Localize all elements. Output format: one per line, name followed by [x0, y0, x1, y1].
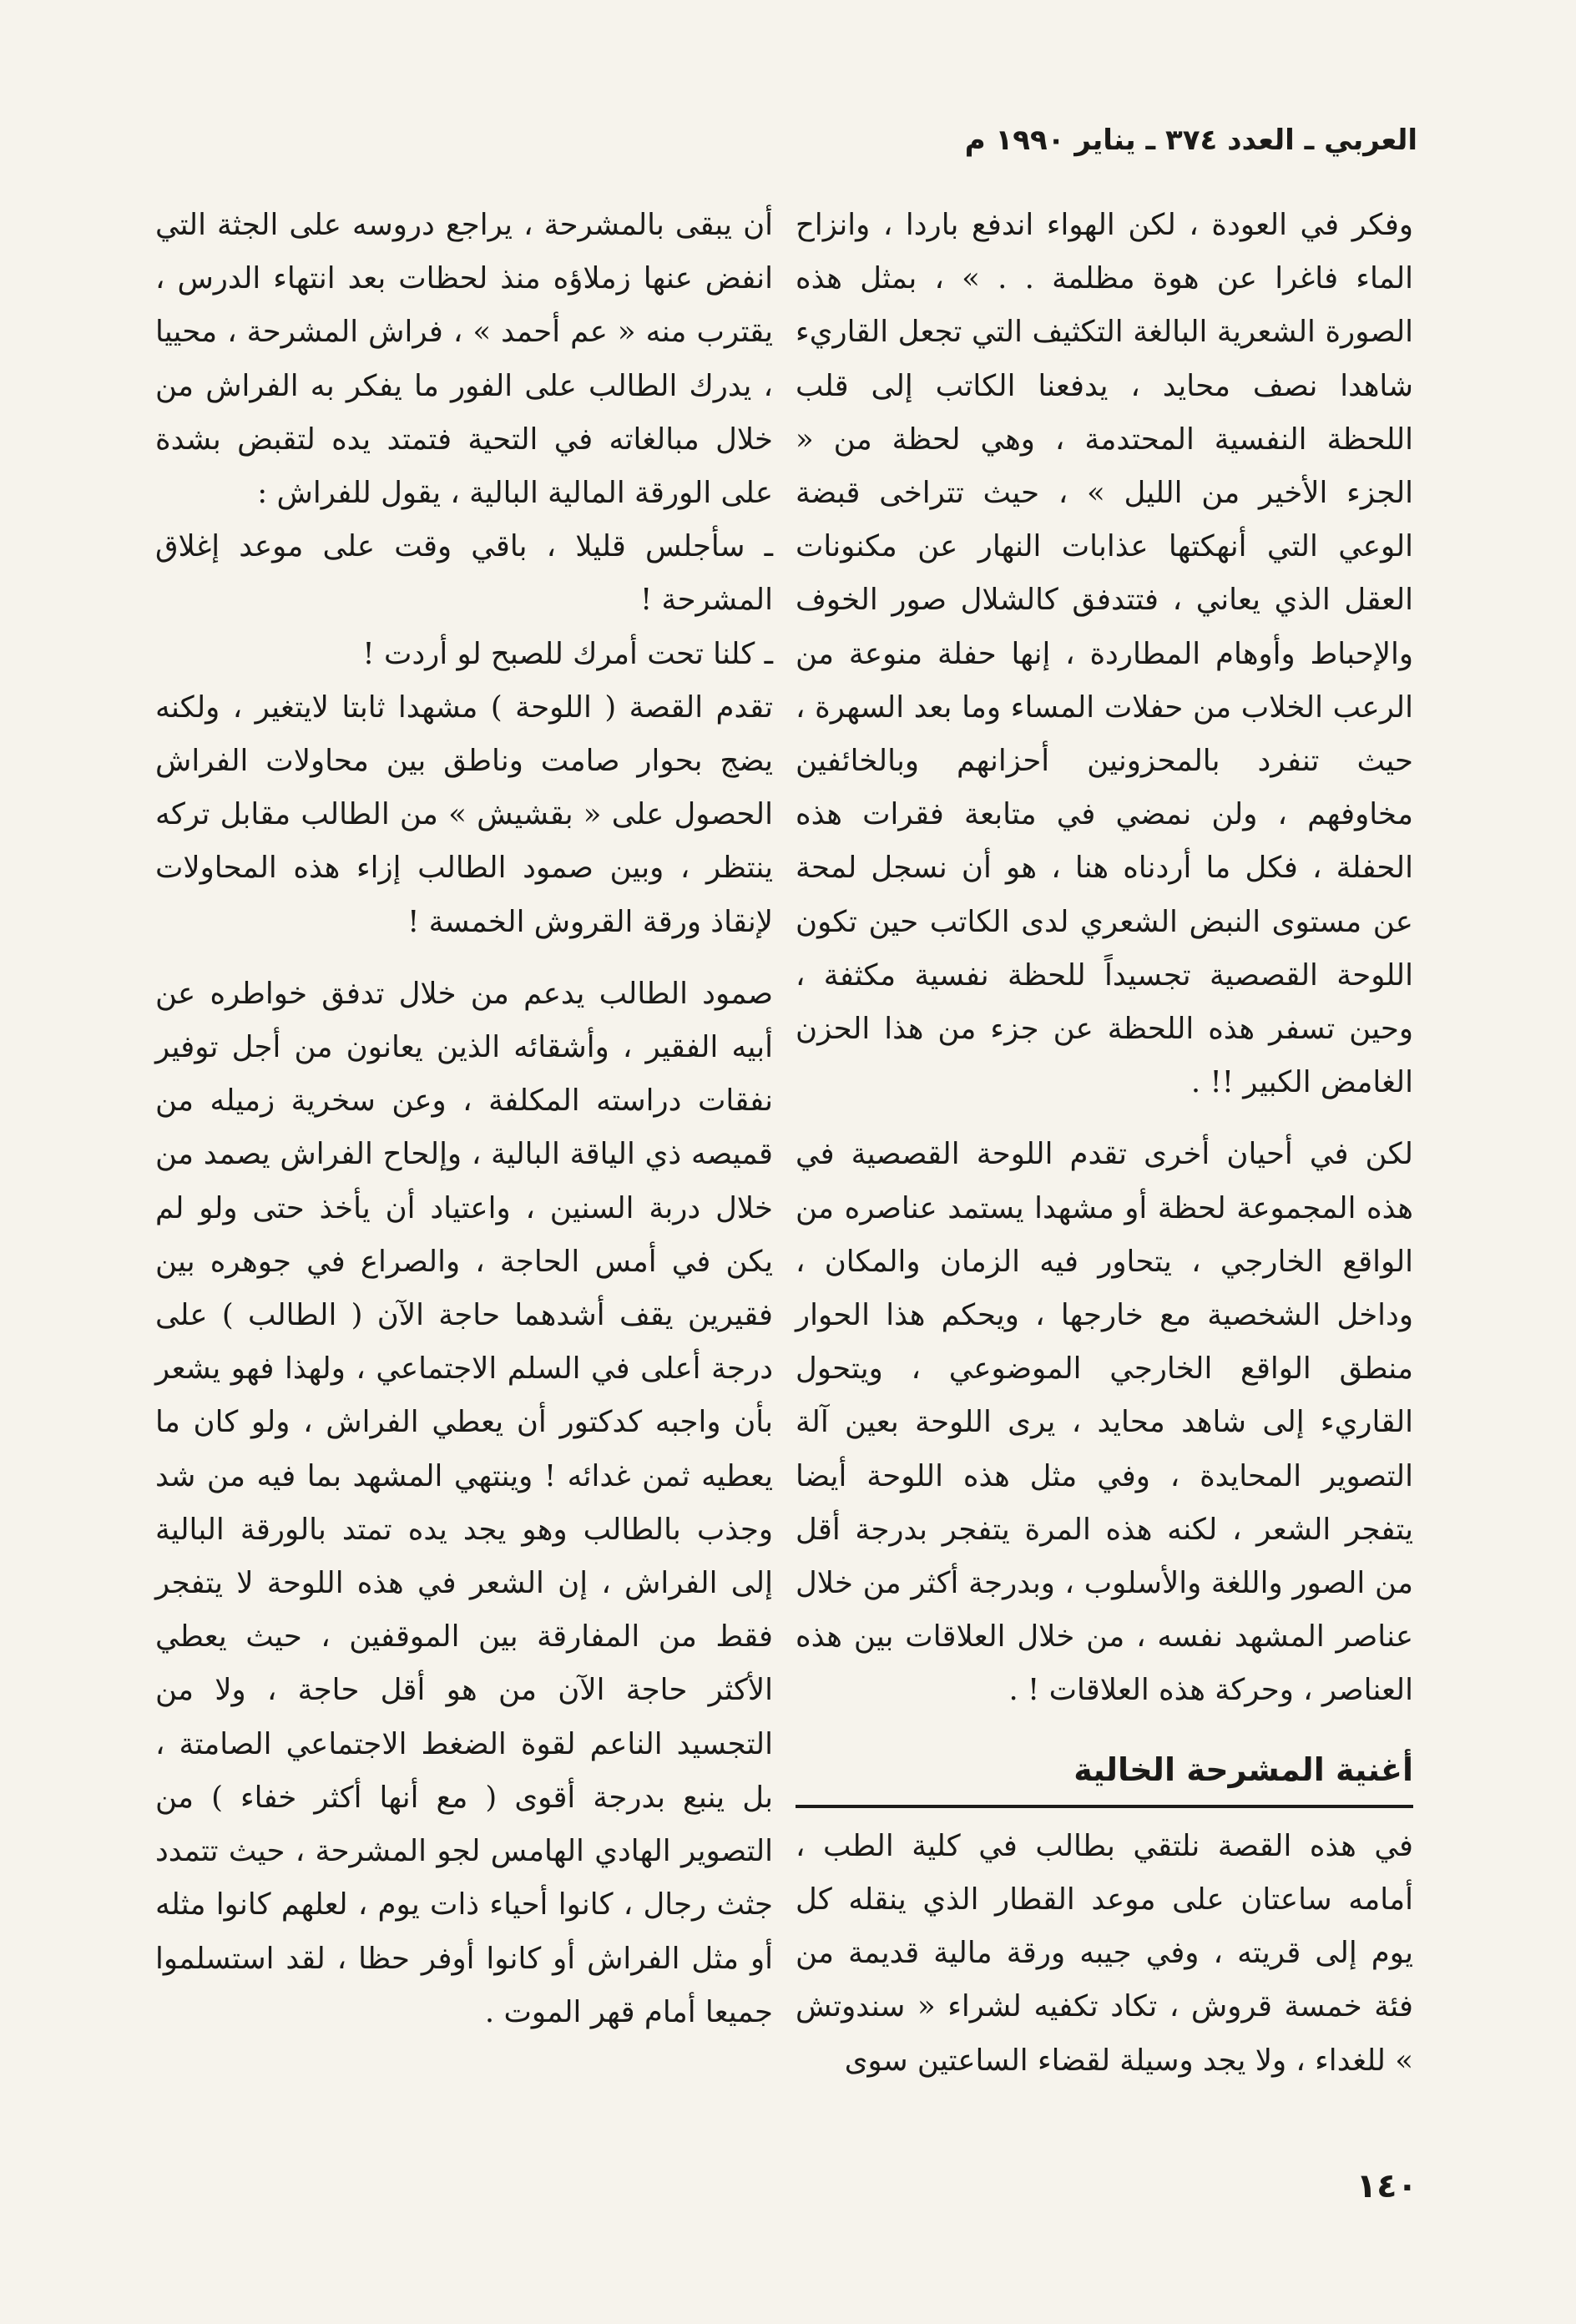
- dialogue-line: ـ سأجلس قليلا ، باقي وقت على موعد إغلاق المشرحة !: [155, 529, 773, 618]
- left-column: [155, 199, 773, 2039]
- running-head: العربي ـ العدد ٣٧٤ ـ يناير ١٩٩٠ م: [964, 124, 1417, 157]
- page-number: ١٤٠: [1356, 2167, 1417, 2205]
- paragraph: لكن في أحيان أخرى تقدم اللوحة القصصية في هذه المجموعة لحظة أو مشهدا يستمد عناصره من الواقع الخارجي ، يتحاور فيه الزمان والمكان ، وداخل الشخصية مع خارجها ، ويحكم هذا الحوار منطق الواقع الخارجي الموضوعي ، ويتحول القاريء إلى شاهد محايد ، يرى اللوحة بعين آلة التصوير المحايدة ، وفي مثل هذه اللوحة أيضا يتفجر الشعر ، لكنه هذه المرة يتفجر بدرجة أقل من الصور واللغة والأسلوب ، وبدرجة أكثر من خلال عناصر المشهد نفسه ، من خلال العلاقات بين هذه العناصر ، وحركة هذه العلاقات ! .: [796, 1137, 1413, 1708]
- paragraph: صمود الطالب يدعم من خلال تدفق خواطره عن أبيه الفقير ، وأشقائه الذين يعانون من أجل توفير نفقات دراسته المكلفة ، وعن سخرية زميله من قميصه ذي الياقة البالية ، وإلحاح الفراش يصمد من خلال دربة السنين ، واعتياد أن يأخذ حتى ولو لم يكن في أمس الحاجة ، والصراع في جوهره بين فقيرين يقف أشدهما حاجة الآن ( الطالب ) على درجة أعلى في السلم الاجتماعي ، ولهذا فهو يشعر بأن واجبه كدكتور أن يعطي الفراش ، ولو كان ما يعطيه ثمن غدائه ! وينتهي المشهد بما فيه من شد وجذب بالطالب وهو يجد يده تمتد بالورقة البالية إلى الفراش ، إن الشعر في هذه اللوحة لا يتفجر فقط من المفارقة بين الموقفين ، حيث يعطي الأكثر حاجة الآن من هو أقل حاجة ، ولا من التجسيد الناعم لقوة الضغط الاجتماعي الصامتة ، بل ينبع بدرجة أقوى ( مع أنها أكثر خفاء ) من التصوير الهادي الهامس لجو المشرحة ، حيث تتمدد جثث رجال ، كانوا أحياء ذات يوم ، لعلهم كانوا مثله أو مثل الفراش أو كانوا أوفر حظا ، لقد استسلموا جميعا أمام قهر الموت .: [155, 976, 773, 2029]
- dialogue-line: ـ كلنا تحت أمرك للصبح لو أردت !: [362, 636, 773, 671]
- paragraph: تقدم القصة ( اللوحة ) مشهدا ثابتا لايتغير ، ولكنه يضج بحوار صامت وناطق بين محاولات الفراش الحصول على « بقشيش » من الطالب مقابل تركه ينتظر ، وبين صمود الطالب إزاء هذه المحاولات لإنقاذ ورقة القروش الخمسة !: [155, 690, 773, 939]
- section-heading: أغنية المشرحة الخالية: [796, 1743, 1413, 1808]
- paragraph: في هذه القصة نلتقي بطالب في كلية الطب ، أمامه ساعتان على موعد القطار الذي ينقله كل يوم إلى قريته ، وفي جيبه ورقة مالية قديمة من فئة خمسة قروش ، تكاد تكفيه لشراء « سندوتش » للغداء ، ولا يجد وسيلة لقضاء الساعتين سوى: [796, 1828, 1413, 2078]
- right-column: [796, 199, 1413, 2088]
- paragraph: وفكر في العودة ، لكن الهواء اندفع باردا ، وانزاح الماء فاغرا عن هوة مظلمة . . » ، بمثل هذه الصورة الشعرية البالغة التكثيف التي تجعل القاريء شاهدا نصف محايد ، يدفعنا الكاتب إلى قلب اللحظة النفسية المحتدمة ، وهي لحظة من « الجزء الأخير من الليل » ، حيث تتراخى قبضة الوعي التي أنهكتها عذابات النهار عن مكنونات العقل الذي يعاني ، فتتدفق كالشلال صور الخوف والإحباط وأوهام المطاردة ، إنها حفلة منوعة من الرعب الخلاب من حفلات المساء وما بعد السهرة ، حيث تنفرد بالمحزونين أحزانهم وبالخائفين مخاوفهم ، ولن نمضي في متابعة فقرات هذه الحفلة ، فكل ما أردناه هنا ، هو أن نسجل لمحة عن مستوى النبض الشعري لدى الكاتب حين تكون اللوحة القصصية تجسيداً للحظة نفسية مكثفة ، وحين تسفر هذه اللحظة عن جزء من هذا الحزن الغامض الكبير !! .: [796, 208, 1413, 1100]
- paragraph: أن يبقى بالمشرحة ، يراجع دروسه على الجثة التي انفض عنها زملاؤه منذ لحظات بعد انتهاء الدرس ، يقترب منه « عم أحمد » ، فراش المشرحة ، محييا ، يدرك الطالب على الفور ما يفكر به الفراش من خلال مبالغاته في التحية فتمتد يده لتقبض بشدة على الورقة المالية البالية ، يقول للفراش :: [155, 208, 773, 511]
